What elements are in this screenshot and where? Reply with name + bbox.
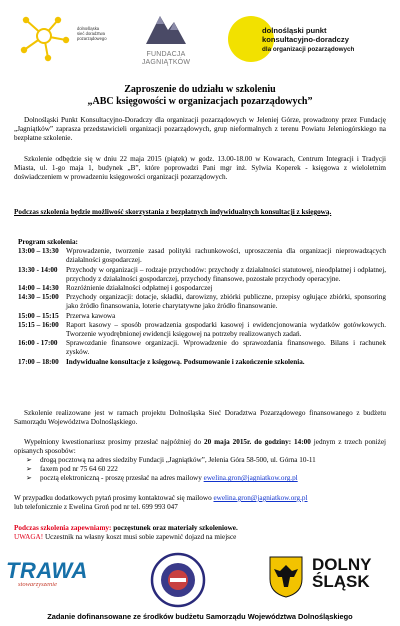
trawa-subtitle: stowarzyszenie: [18, 581, 57, 588]
intro-paragraph: Dolnośląski Punkt Konsultacyjno-Doradczy dla organizacji pozarządowych w Jeleniej Górze, prowadzony przez Fundację „Jagniątków” zaprasza przedstawicieli organizacji pozarządowych, grup nieformalnych z terenu Powiatu Jeleniogórskiego na bezpłatne szkolenie.: [14, 116, 386, 143]
contact-section: [14, 494, 386, 512]
program-time: 16:00 - 17:00: [18, 339, 58, 348]
network-nodes-icon: [14, 12, 74, 64]
details-paragraph: Szkolenie odbędzie się w dniu 22 maja 2015 (piątek) w godz. 13.00-18.00 w Kowarach, Centrum Integracji i Tradycji Miasta, ul. 1-go maja 1, budynek „B”, które poprowadzi Pani mgr inż. Sylwia Koperek - księgowa z wieloletnim doświadczeniem w prowadzeniu księgowości organizacji pozarządowych.: [14, 155, 386, 182]
ensure-label: Podczas szkolenia zapewniamy:: [14, 524, 112, 532]
program-time: 13:00 – 13:30: [18, 247, 59, 256]
program-row: [18, 358, 386, 367]
network-text-line: sieć doradztwa: [77, 31, 105, 37]
program-section: [18, 238, 386, 367]
page-title: [0, 84, 400, 108]
program-desc: Przerwa kawowa: [66, 311, 116, 320]
project-note: Szkolenie realizowane jest w ramach projektu Dolnośląska Sieć Doradztwa Pozarządowego finansowanego z budżetu Samorządu Województwa Dolnośląskiego.: [14, 409, 386, 427]
program-row: [18, 321, 386, 339]
network-text-line: dolnośląska: [77, 26, 100, 31]
program-time: 14:00 – 14:30: [18, 284, 59, 293]
submission-section: [14, 438, 386, 483]
trawa-wordmark: TRAWA: [6, 558, 88, 583]
program-time: 17:00 – 18:00: [18, 357, 59, 366]
mountain-icon: [144, 10, 188, 46]
network-logo-text: [77, 26, 107, 42]
slask-word: ŚLĄSK: [312, 572, 370, 591]
ensure-line: [14, 524, 386, 533]
program-row: [18, 312, 386, 321]
consultation-note: Podczas szkolenia będzie możliwość skorzystania z bezpłatnych indywidualnych konsultacji z księgową.: [14, 208, 332, 216]
fundacja-logo: [140, 10, 192, 68]
submission-deadline: 20 maja 2015r. do godziny: 14:00: [204, 438, 311, 446]
submission-ways-list: [14, 456, 386, 483]
contact-phone-line: lub telefonicznie z Ewelina Groń pod nr tel. 699 993 047: [14, 503, 178, 512]
punkt-logo-text: [262, 26, 354, 54]
program-row: [18, 266, 386, 284]
program-desc: Indywidualne konsultacje z księgową. Podsumowanie i zakończenie szkolenia.: [66, 357, 305, 366]
ensure-text: poczęstunek oraz materiały szkoleniowe.: [113, 524, 238, 532]
title-line-2: „ABC księgowości w organizacjach pozarządowych”: [87, 96, 313, 107]
funding-footer: Zadanie dofinansowane ze środków budżetu Samorządu Województwa Dolnośląskiego: [47, 612, 353, 621]
program-time: 14:30 – 15:00: [18, 293, 59, 302]
lower-silesia-coat-of-arms: [268, 555, 304, 599]
punkt-subtext: dla organizacji pozarządowych: [262, 45, 355, 53]
program-row: [18, 247, 386, 265]
program-row: [18, 339, 386, 357]
program-time: 13:30 - 14:00: [18, 265, 58, 274]
fundacja-text-2: JAGNIĄTKÓW: [141, 59, 191, 66]
network-text-line: pozarządowego: [77, 36, 107, 42]
program-heading: Program szkolenia:: [18, 238, 78, 246]
punkt-text-line: dolnośląski punkt: [262, 26, 327, 35]
submission-lead: [14, 438, 386, 456]
contact-email-link[interactable]: ewelina.gron@jagniatkow.org.pl: [213, 494, 308, 502]
punkt-text-line: konsultacyjno-doradczy: [262, 35, 349, 45]
contact-text: W przypadku dodatkowych pytań prosimy kontaktować się mailowo: [14, 494, 212, 502]
program-desc: Wprowadzenie, tworzenie zasad polityki rachunkowości, uproszczenia dla organizacji nieprowadzących działalności gospodarczej.: [66, 247, 386, 265]
list-item: ➢ faxem pod nr 75 64 60 222: [14, 465, 386, 474]
program-row: [18, 293, 386, 311]
program-desc: Raport kasowy – sposób prowadzenia gospodarki kasowej i ewidencjonowania wydatków gotówkowych. Tworzenie wyodrębnionej ewidencji księgowej na potrzeby realizowanych zadań.: [66, 320, 386, 339]
warning-label: UWAGA!: [14, 533, 44, 542]
trawa-logo: [6, 558, 96, 596]
seal-icon: [150, 552, 206, 608]
submission-email-link[interactable]: ewelina.gron@jagniatkow.org.pl: [203, 474, 298, 483]
dolny-slask-logo: [312, 556, 392, 600]
program-time: 15:15 – 16:00: [18, 320, 59, 329]
email-way-text: pocztą elektroniczną - proszę przesłać na adres mailowy: [40, 474, 202, 483]
list-item: [14, 474, 386, 483]
warning-line: [14, 533, 386, 542]
program-desc: Przychody organizacji: dotacje, składki, darowizny, zbiórki publiczne, przepisy ogłujące zbiórki, sponsoring jako źródło finansowania, loterie charytatywne jako źródło finansowanie.: [66, 293, 386, 311]
header-logos: [0, 6, 400, 66]
punkt-logo: [228, 16, 398, 66]
program-desc: Rozróżnienie działalności odpłatnej i gospodarczej: [66, 284, 213, 293]
eagle-shield-icon: [268, 555, 304, 599]
ensure-section: [14, 524, 386, 542]
dolny-word: DOLNY: [312, 555, 372, 574]
list-item: ➢ drogą pocztową na adres siedziby Fundacji „Jagniątków”, Jelenia Góra 58-500, ul. Górna 10-11: [14, 456, 386, 465]
program-desc: Sprawozdanie finansowe organizacji. Wprowadzenie do sprawozdania finansowego. Bilans i rachunek zysków.: [66, 339, 386, 357]
submission-lead-text: Wypełniony kwestionariusz prosimy przesłać najpóźniej do: [24, 438, 202, 446]
program-row: [18, 284, 386, 293]
warning-text: Uczestnik na własny koszt musi sobie zapewnić dojazd na miejsce: [44, 533, 237, 542]
program-time: 15:00 – 15:15: [18, 311, 59, 320]
submission-lead-text-2: jednym z trzech poniżej opisanych sposobów:: [14, 438, 387, 456]
program-desc: Przychody w organizacji – rodzaje przychodów: przychody z działalności statutowej, nieodpłatnej i odpłatnej, przychody z działalności gospodarczej, przychody finansowe, pozostałe przychody operacyjne.: [66, 265, 386, 283]
title-line-1: Zaproszenie do udziału w szkoleniu: [124, 84, 276, 95]
fundacja-text-1: FUNDACJA: [146, 51, 186, 58]
association-seal-logo: [150, 552, 206, 608]
network-logo: [14, 12, 134, 64]
contact-line: [14, 494, 386, 503]
